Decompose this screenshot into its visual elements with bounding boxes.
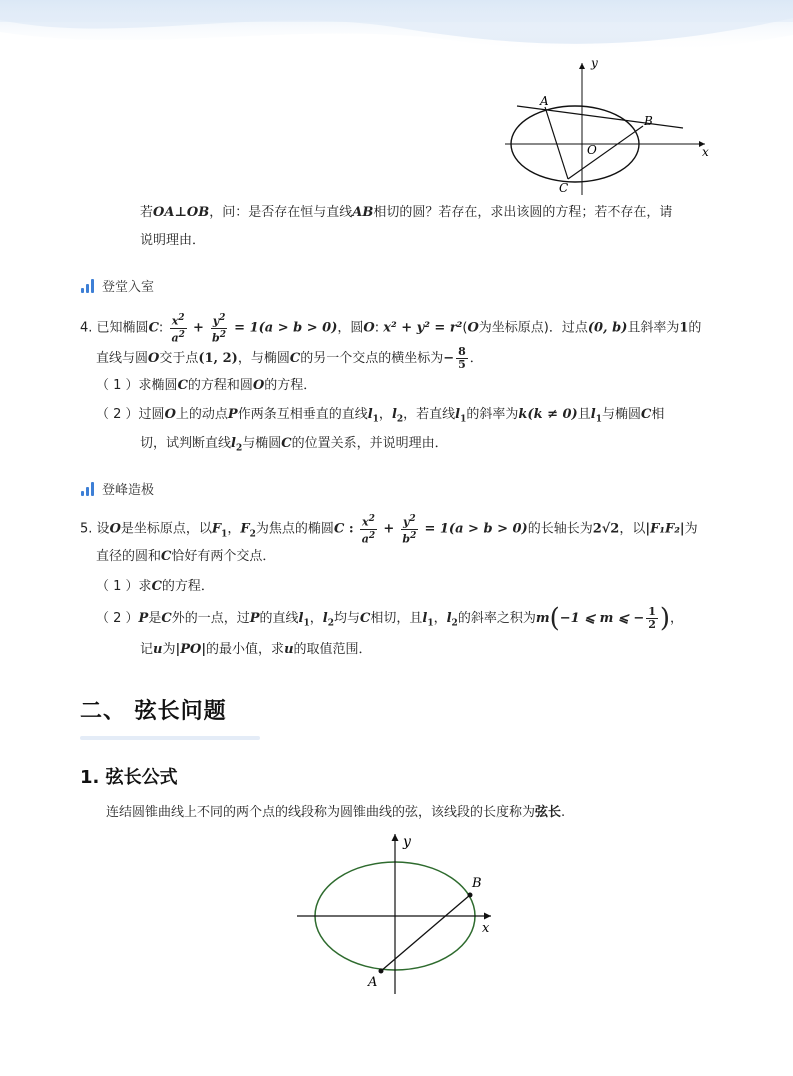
point-a [379, 969, 384, 974]
p4-q2-line-2: 切，试判断直线$l_2$与椭圆C的位置关系，并说明理由． [140, 436, 448, 454]
subsection-heading-1: 1. 弦长公式 [80, 767, 178, 788]
label-b: B [472, 876, 482, 891]
heading-underline [80, 736, 260, 740]
fraction: $\frac{x^2}{a^2}$ [171, 313, 185, 345]
fraction: $\frac{8}{5}$ [458, 345, 466, 371]
p5-q2-line-2: 记u为|PO|的最小值，求u的取值范围． [140, 642, 372, 657]
label-x: x [702, 145, 709, 159]
label-a: A [540, 94, 549, 108]
p5-q2-line-1: （ 2 ）P是C外的一点，过P的直线$l_1$，$l_2$均与C相切，且$l_1$，$l_2$的斜率之积为m(−1 ⩽ m ⩽ − $\frac{1}{2}$ )， [96, 603, 684, 634]
fraction: $\frac{1}{2}$ [648, 605, 656, 631]
p5-q1: （ 1 ）求C的方程． [96, 579, 214, 594]
p4-q2-line-1: （ 2 ）过圆O上的动点P作两条互相垂直的直线$l_1$，$l_2$，若直线$l_1$的斜率为k(k ≠ 0)且$l_1$与椭圆C相 [96, 407, 665, 425]
label-c: C [559, 181, 569, 195]
label-y: y [591, 56, 598, 70]
chord-ab [381, 895, 470, 971]
definition-text: 连结圆锥曲线上不同的两个点的线段称为圆锥曲线的弦，该线段的长度称为弦长. [106, 805, 566, 820]
label-o: O [587, 143, 597, 157]
ellipse-figure-1 [505, 55, 715, 200]
segment-ac [545, 107, 568, 179]
p4-q1: （ 1 ）求椭圆C的方程和圆O的方程． [96, 378, 317, 393]
p3-line-2: 说明理由． [140, 233, 206, 248]
p4-line-2: 直线与圆O交于点(1, 2)，与椭圆C的另一个交点的横坐标为− $\frac{8}{5}$ ． [96, 345, 483, 371]
label-y: y [403, 834, 411, 850]
section-header-dengfeng [81, 479, 154, 498]
section-heading-2: 二、 弦长问题 [80, 699, 227, 724]
ellipse-figure-2 [295, 828, 505, 998]
fraction: $\frac{y^2}{b^2}$ [212, 313, 227, 345]
point-b [468, 893, 473, 898]
p3-line-1: 若OA⊥OB，问：是否存在恒与直线AB相切的圆？若存在，求出该圆的方程；若不存在，请 [140, 205, 673, 220]
section-header-dengtang [81, 276, 154, 295]
p4-line-1: 4. 已知椭圆C: $\frac{x^2}{a^2}$ + $\frac{y^2}{b^2}$ = 1(a > b > 0)，圆O: x² + y² = r²(O为坐标原点)．过点(0, b)且斜率为1的 [80, 313, 702, 345]
label-b: B [644, 114, 653, 128]
p5-line-1: 5. 设O是坐标原点，以$F_1$，$F_2$为焦点的椭圆C : $\frac{x^2}{a^2}$ + $\frac{y^2}{b^2}$ = 1(a > b > 0)的长轴长为2√2，以|F₁F₂|为 [80, 514, 698, 546]
p5-line-2: 直径的圆和C恰好有两个交点． [96, 549, 276, 564]
label-a: A [368, 975, 378, 990]
section-title: 登堂入室 [102, 280, 155, 295]
fraction: $\frac{x^2}{a^2}$ [361, 514, 376, 546]
label-x: x [482, 921, 490, 936]
segment-bc [568, 126, 643, 179]
fraction: $\frac{y^2}{b^2}$ [402, 514, 417, 546]
bar-chart-icon [81, 279, 94, 293]
section-title: 登峰造极 [102, 483, 155, 498]
header-wave-decoration [0, 0, 793, 60]
bar-chart-icon [81, 482, 94, 496]
